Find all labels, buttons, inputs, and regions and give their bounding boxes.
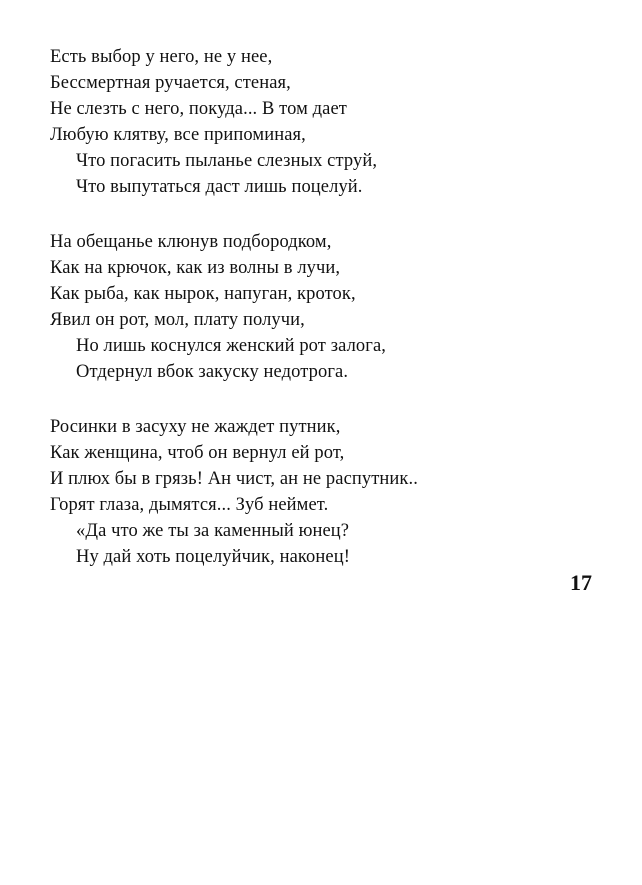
page-number: 17	[570, 570, 592, 595]
verse-line: Как рыба, как нырок, напуган, кроток,	[50, 284, 356, 304]
verse-line: Не слезть с него, покуда... В том дает	[50, 99, 347, 119]
stanza-2	[50, 229, 570, 385]
verse-line: На обещанье клюнув подбородком,	[50, 232, 332, 252]
verse-line: Горят глаза, дымятся... Зуб неймет.	[50, 495, 329, 515]
verse-line: Что погасить пыланье слезных струй,	[76, 151, 378, 171]
verse-line: Любую клятву, все припоминая,	[50, 125, 306, 145]
verse-line: Явил он рот, мол, плату получи,	[50, 310, 305, 330]
verse-line: Как женщина, чтоб он вернул ей рот,	[50, 443, 345, 463]
verse-line: Росинки в засуху не жаждет путник,	[50, 417, 341, 437]
poem-text	[50, 44, 570, 599]
verse-line: Есть выбор у него, не у нее,	[50, 47, 273, 67]
verse-line: Что выпутаться даст лишь поцелуй.	[76, 177, 363, 197]
verse-line: Бессмертная ручается, стеная,	[50, 73, 291, 93]
verse-line: Отдернул вбок закуску недотрога.	[76, 362, 349, 382]
stanza-1	[50, 44, 570, 200]
verse-line: И плюх бы в грязь! Ан чист, ан не распутник..	[50, 469, 418, 489]
verse-line: Как на крючок, как из волны в лучи,	[50, 258, 341, 278]
verse-line: Ну дай хоть поцелуйчик, наконец!	[76, 547, 350, 567]
verse-line: «Да что же ты за каменный юнец?	[76, 521, 350, 541]
verse-line: Но лишь коснулся женский рот залога,	[76, 336, 386, 356]
stanza-3	[50, 414, 570, 570]
